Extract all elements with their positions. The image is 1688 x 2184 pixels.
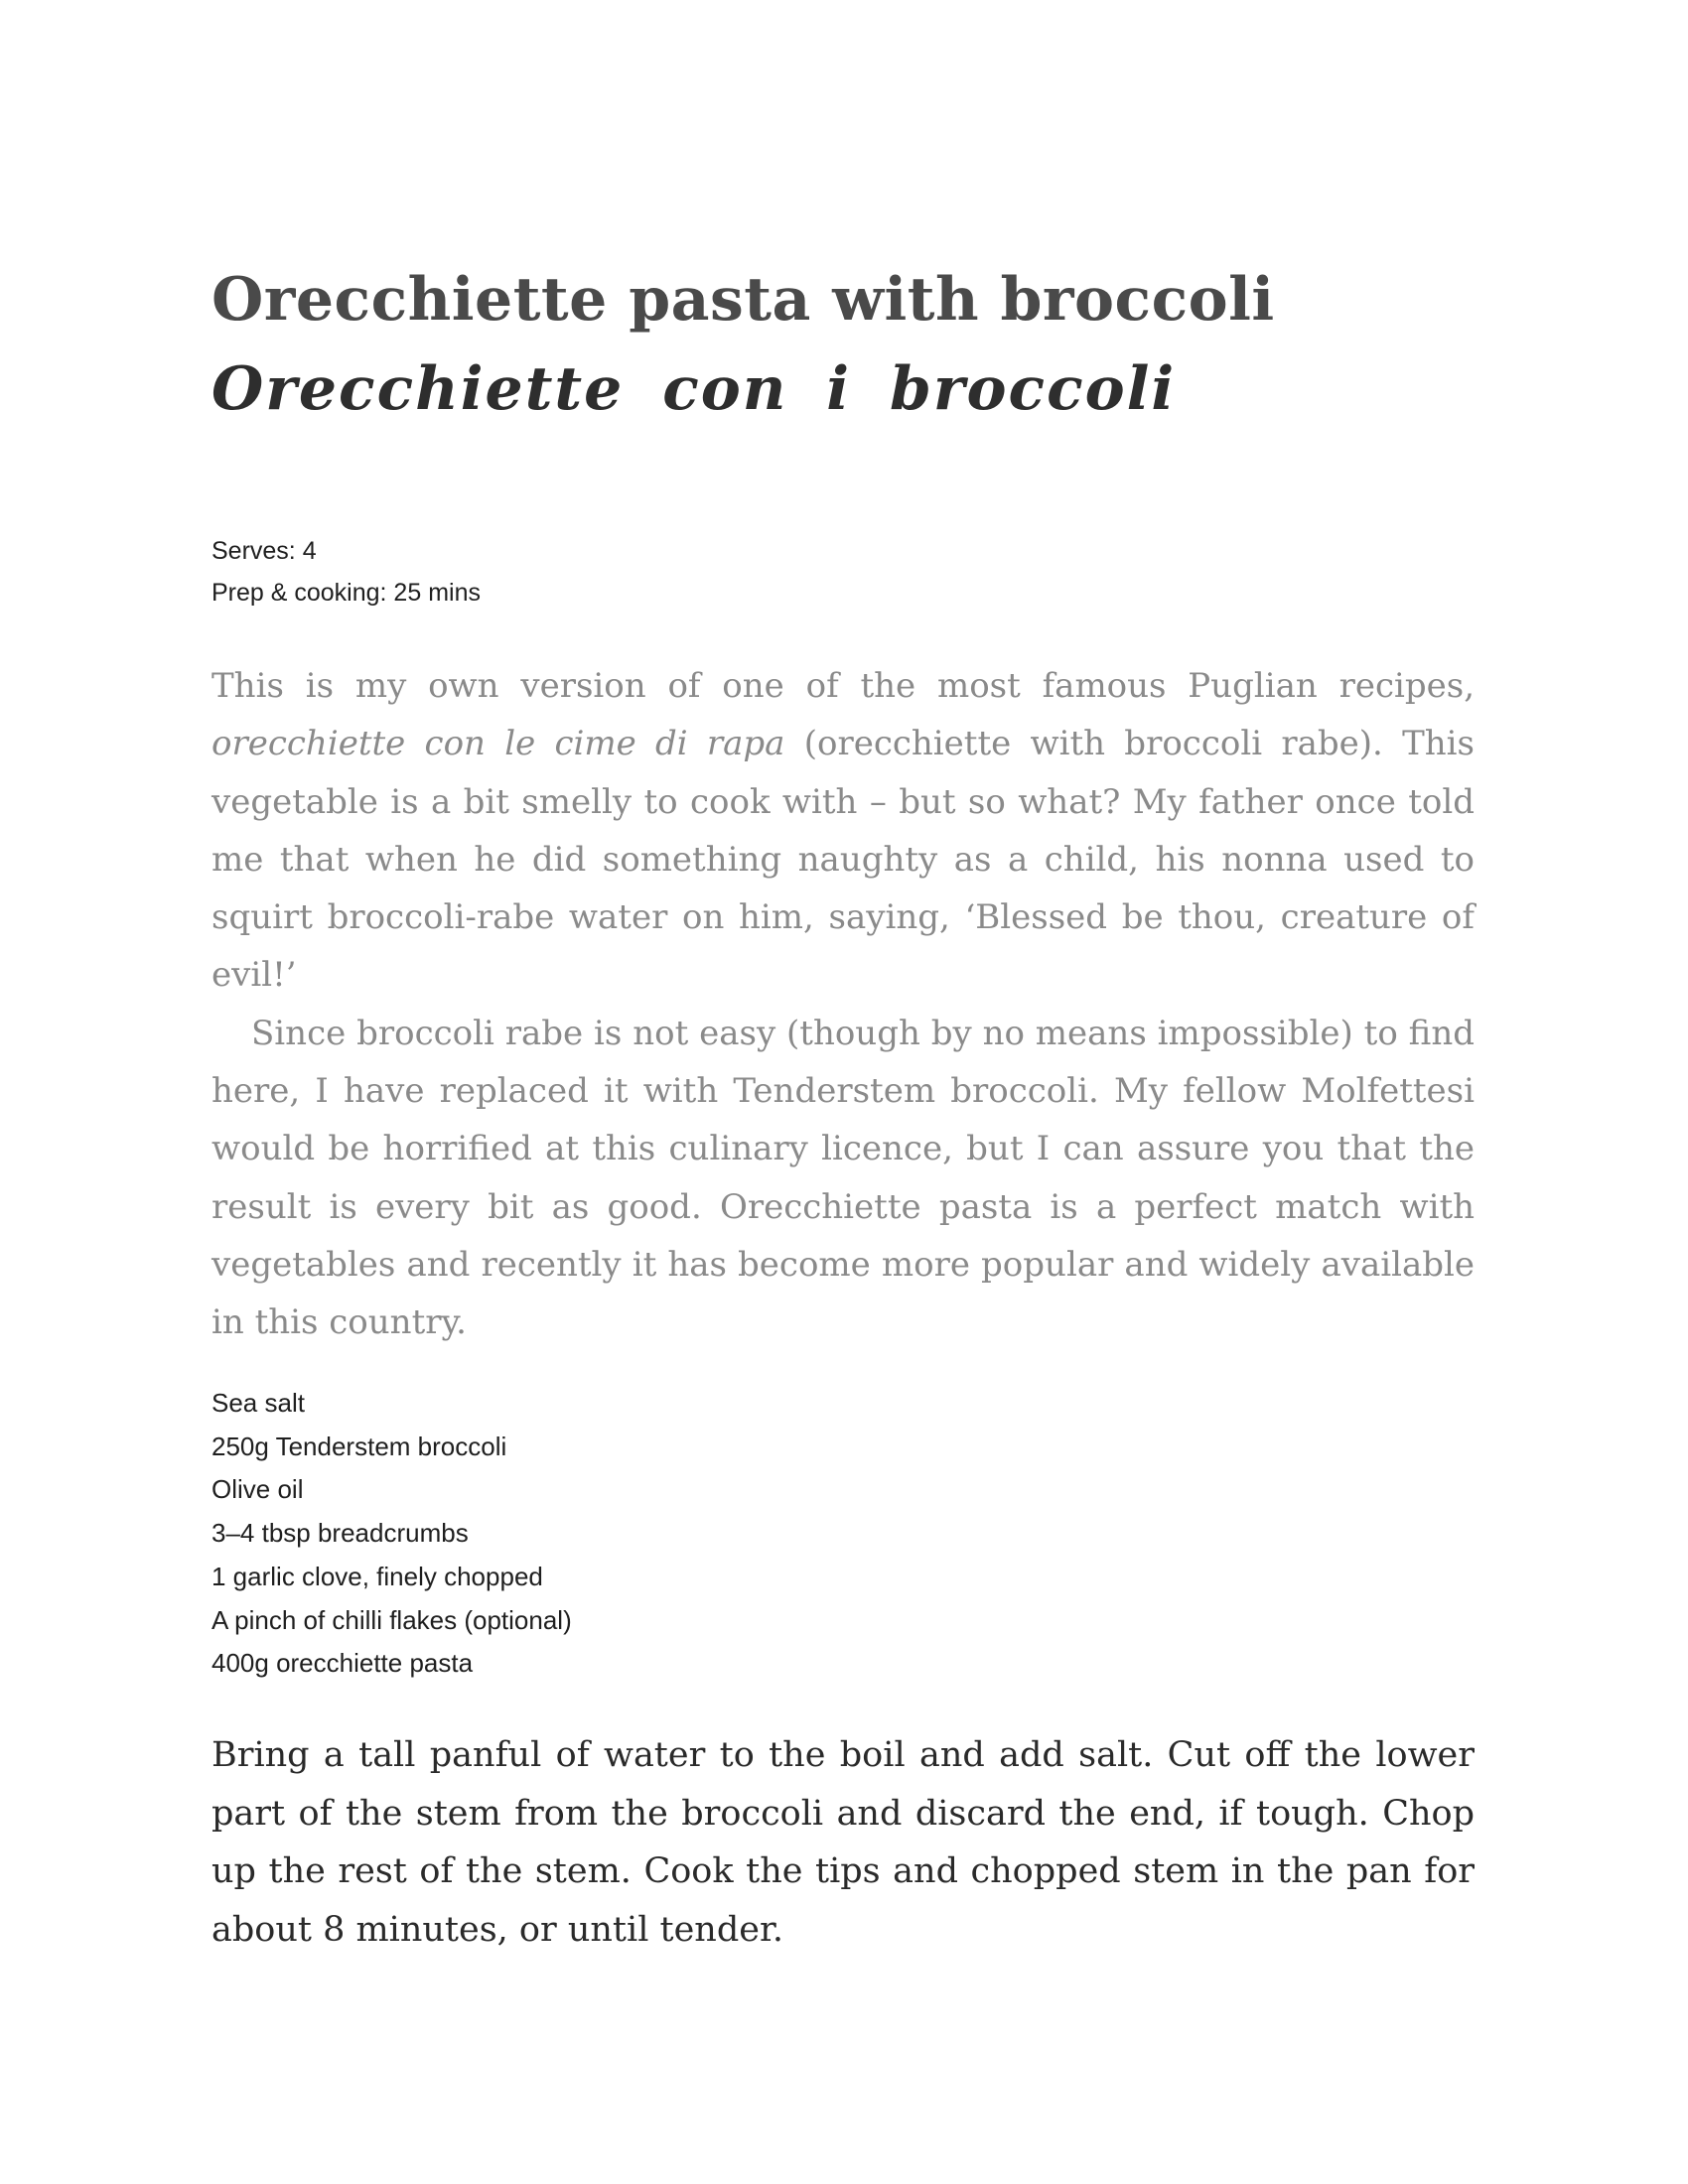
method-step: Bring a tall panful of water to the boil and add salt. Cut off the lower part of the stem from the broccoli and discard the end, if tough. Chop up the rest of the stem. Cook the tips and chopped stem in the pan for about 8 minutes, or until tender. bbox=[211, 1735, 1475, 1950]
recipe-meta bbox=[211, 530, 481, 614]
serves-info: Serves: 4 bbox=[211, 537, 317, 565]
recipe-subtitle-italian: Orecchiette con i broccoli bbox=[211, 354, 1177, 424]
ingredient-item: Sea salt bbox=[211, 1388, 305, 1418]
recipe-title: Orecchiette pasta with broccoli bbox=[211, 265, 1275, 335]
ingredients-list bbox=[211, 1382, 572, 1686]
intro-text: (orecchiette with broccoli rabe). This vegetable is a bit smelly to cook with – but so what? My father once told me that when he did something naughty as a child, his nonna used to squirt broccoli-rabe water on him, saying, ‘Blessed be thou, creature of evil!’ bbox=[211, 724, 1475, 996]
ingredient-item: 250g Tenderstem broccoli bbox=[211, 1431, 507, 1461]
intro-text: This is my own version of one of the most famous Puglian recipes, bbox=[211, 666, 1475, 706]
intro-italic-dish-name: orecchiette con le cime di rapa bbox=[211, 724, 785, 764]
ingredient-item: 3–4 tbsp breadcrumbs bbox=[211, 1518, 469, 1549]
intro-paragraph bbox=[211, 657, 1475, 1005]
ingredient-item: 1 garlic clove, finely chopped bbox=[211, 1561, 543, 1591]
intro-paragraph: Since broccoli rabe is not easy (though by no means impossible) to find here, I have replaced it with Tenderstem broccoli. My fellow Molfettesi would be horrified at this culinary licence, but I can assure you that the result is every bit as good. Orecchiette pasta is a perfect match with vegetables and recently it has become more popular and widely available in this country. bbox=[211, 1013, 1475, 1343]
ingredient-item: 400g orecchiette pasta bbox=[211, 1648, 474, 1679]
ingredient-item: Olive oil bbox=[211, 1474, 304, 1505]
prep-time-info: Prep & cooking: 25 mins bbox=[211, 579, 481, 607]
ingredient-item: A pinch of chilli flakes (optional) bbox=[211, 1604, 572, 1635]
recipe-intro bbox=[211, 657, 1475, 1352]
